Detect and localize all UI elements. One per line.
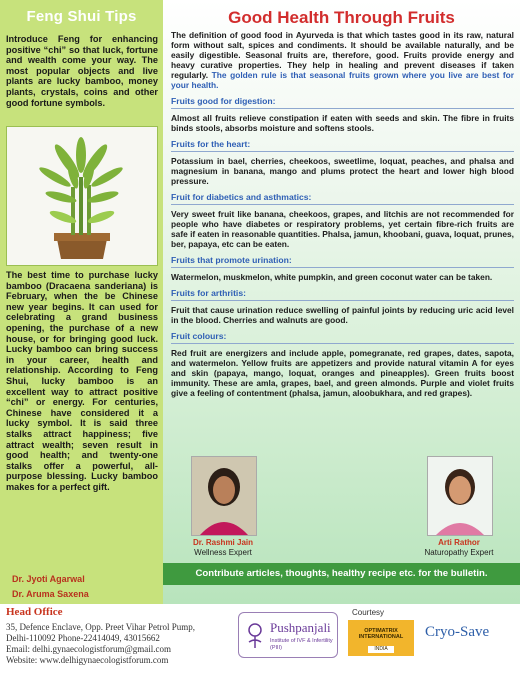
pushpanjali-logo (238, 612, 338, 658)
expert-role: Wellness Expert (194, 548, 252, 557)
section-heading: Fruits for arthritis: (171, 288, 246, 298)
expert-photo (191, 456, 257, 536)
golden-rule-highlight: The golden rule is that seasonal fruits grown where you live are best for your health. (171, 70, 515, 90)
expert-name: Arti Rathor (438, 538, 480, 547)
website-text: Website: www.delhigynaecologistforum.com (6, 655, 169, 665)
person-portrait-icon (192, 457, 256, 535)
sponsor-name: OPTIMATRIX INTERNATIONAL (358, 628, 404, 640)
section-text: Fruit that cause urination reduce swelling of painful joints by reducing uric acid level in the blood. Cherries and walnuts are good. (171, 305, 514, 325)
feng-shui-intro: Introduce Feng for enhancing positive “chi” so that luck, fortune and wealth come your way. The most popular objects and live plants are lucky bamboo, money plants, crystals, coins and other good fortune symbols. (6, 34, 158, 108)
person-portrait-icon (428, 457, 492, 535)
pushpanjali-name: Pushpanjali (270, 620, 331, 635)
contribute-banner-text: Contribute articles, thoughts, healthy recipe etc. for the bulletin. (195, 568, 488, 579)
divider (171, 343, 514, 344)
section-text: Red fruit are energizers and include apple, pomegranate, red grapes, dates, sapota, and watermelon. Yellow fruits are appetizers and provide natural vitamin A for eyes and skin (papaya, mango, loquat, oranges and pineapples). Green fruits boost immunity. These are amla, grapes, bael, and green almonds. Purple and violet fruits give a feeling of contentment (phalsa, jamun, aloobukhara, and red grapes). (171, 348, 514, 398)
section-heading: Fruits for the heart: (171, 139, 251, 149)
address-line: 35, Defence Enclave, Opp. Preet Vihar Petrol Pump, (6, 622, 195, 632)
lucky-bamboo-photo (6, 126, 158, 266)
section-text: Watermelon, muskmelon, white pumpkin, and green coconut water can be taken. (171, 272, 493, 282)
author-name: Dr. Jyoti Agarwal (12, 574, 85, 584)
author-name: Dr. Aruma Saxena (12, 589, 89, 599)
feng-shui-body: The best time to purchase lucky bamboo (Dracaena sanderiana) is February, when the be Chinese new year begins. It can used for celebrating a grand business opening, the purchase of a new house, or for bringing good luck. Lucky bamboo can bring success in your career, health and relationship. According to Feng Shui, lucky bamboo is an excellent way to attract positive “chi” or energy. For centuries, Chinese have considered it a lucky symbol. It is said three stalks attract happiness; five attract wealth; seven result in good health; and twenty-one stalks offer a powerful, all-purpose blessing. Lucky bamboo makes for a perfect gift. (6, 270, 158, 492)
feng-shui-title: Feng Shui Tips (26, 8, 137, 25)
experts-row (163, 452, 520, 560)
address-line: Delhi-110092 Phone-22414049, 43015662 (6, 633, 160, 643)
section-heading: Fruit for diabetics and asthmatics: (171, 192, 312, 202)
article-intro: The definition of good food in Ayurveda is that which tastes good in its raw, natural form without salt, spices and condiments. It should be available naturally, and be easily digestible. Seasonal fruits are, therefore, good. Fruits provide energy and heavy curative properties. They help in healing and prevent diseases if taken regularly. The golden rule is that seasonal fruits grown where you live are best for your health. (171, 30, 515, 90)
expert-role: Naturopathy Expert (424, 548, 494, 557)
section-text: Very sweet fruit like banana, cheekoos, grapes, and litchis are not recommended for people who have diabetes or respiratory problems, yet certain fibre-rich fruits are safe if eaten in reasonable quantities. Phalsa, jamun, khoobani, guava, loquat, prunes, ber, papaya, etc can be eaten. (171, 209, 514, 249)
article-title: Good Health Through Fruits (228, 8, 455, 27)
feng-shui-column (0, 0, 163, 604)
expert-photo (427, 456, 493, 536)
section-heading: Fruits that promote urination: (171, 255, 292, 265)
contribute-banner (163, 563, 520, 585)
fruits-article (163, 0, 520, 604)
flower-logo-icon (242, 620, 268, 650)
sponsor-logo (348, 620, 414, 656)
divider (171, 300, 514, 301)
section-text: Almost all fruits relieve constipation if eaten with seeds and skin. The fibre in fruits binds stools, absorbs moisture and softens stools. (171, 113, 514, 133)
head-office-title: Head Office (6, 606, 63, 618)
expert-name: Dr. Rashmi Jain (192, 538, 254, 547)
divider (171, 204, 514, 205)
sponsor-country: INDIA (368, 646, 394, 653)
divider (171, 108, 514, 109)
courtesy-label: Courtesy (352, 608, 385, 617)
section-text: Potassium in bael, cherries, cheekoos, sweetlime, loquat, peaches, and phalsa and magnesium in banana, mango and plums protect the heart and lower high blood pressure. (171, 156, 514, 186)
pushpanjali-subtitle: Institute of IVF & Infertility (PIII) (270, 638, 333, 651)
bamboo-plant-icon (7, 127, 157, 265)
email-text: Email: delhi.gynaecologistforum@gmail.com (6, 644, 172, 654)
cryo-save-logo: Cryo-Save (425, 624, 490, 640)
article-content (171, 30, 514, 402)
section-heading: Fruit colours: (171, 331, 227, 341)
divider (171, 151, 514, 152)
section-heading: Fruits good for digestion: (171, 96, 276, 106)
divider (171, 267, 514, 268)
